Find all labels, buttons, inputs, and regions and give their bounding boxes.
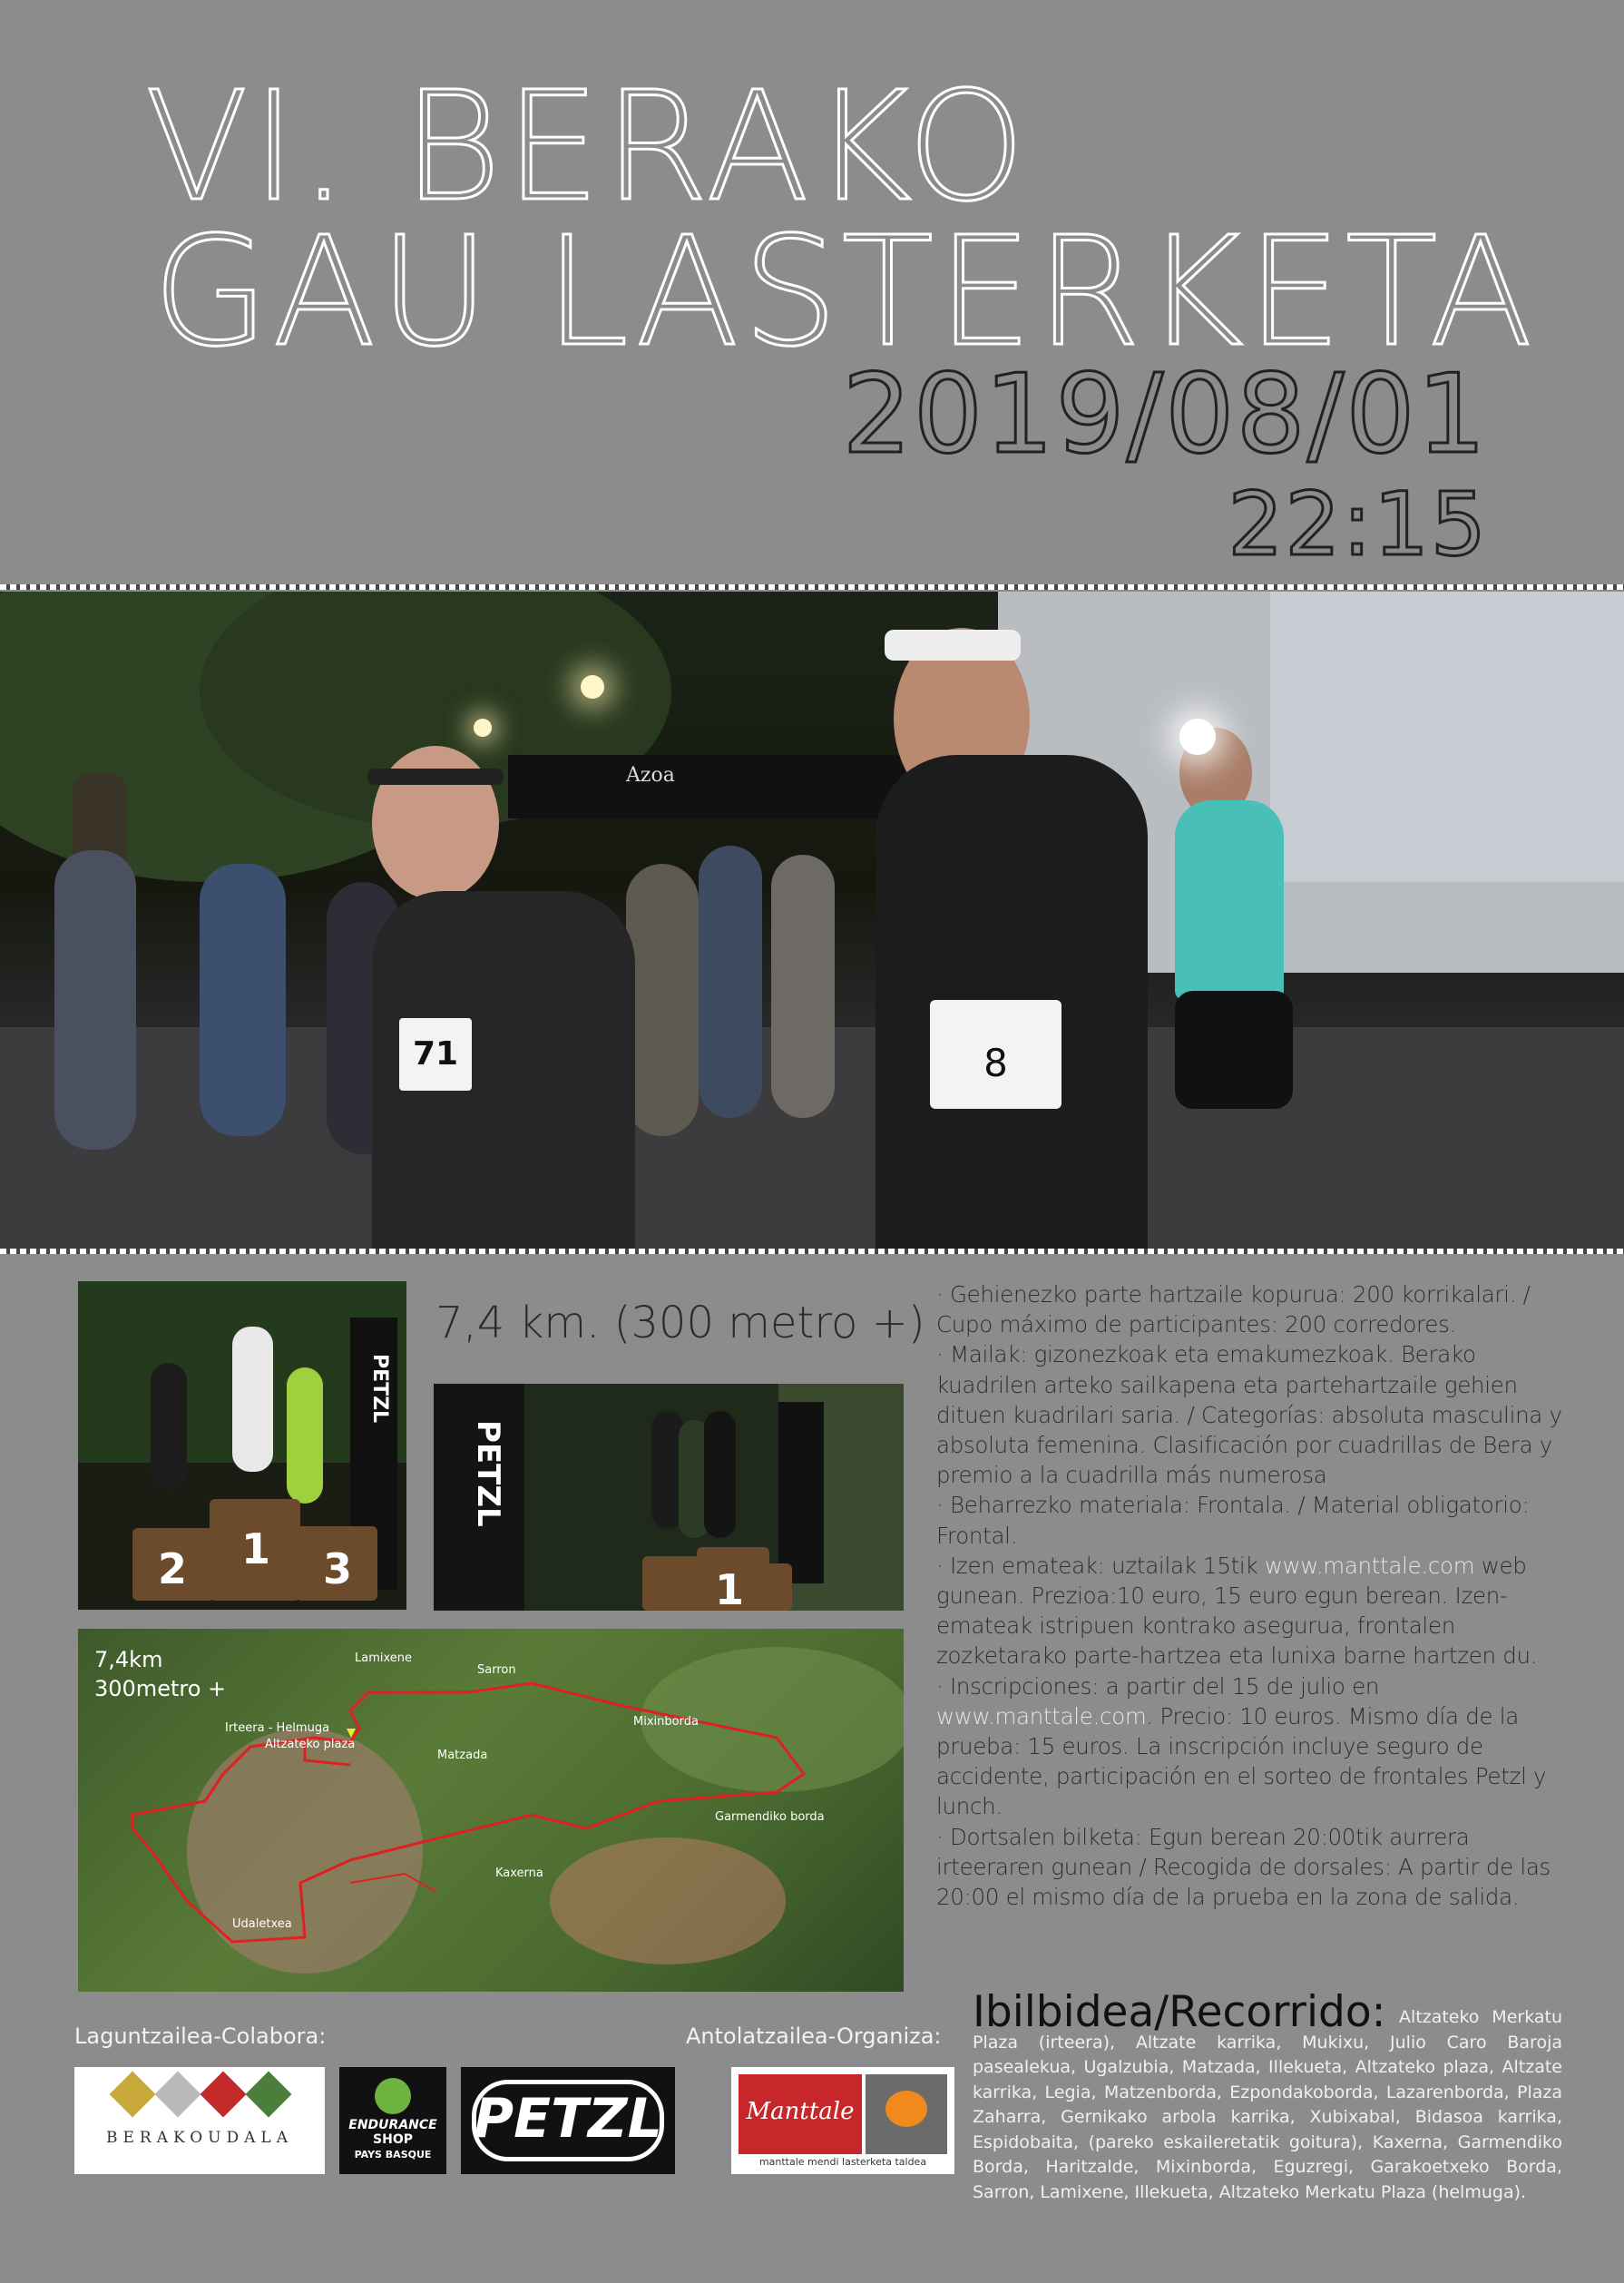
info-registration-eu: · Izen emateak: uztailak 15tik www.manttale.com web gunean. Prezioa:10 euro, 15 euro egun berean. Izen-emateak istripuen kontrako asegurua, frontalen zozketarako parte-hartzea eta lunixa barne hartzen du. — [936, 1552, 1538, 1670]
map-label: Garmendiko borda — [715, 1810, 825, 1824]
podium-number: 1 — [241, 1524, 271, 1573]
bib-number-left: 71 — [399, 1018, 472, 1091]
map-label: Mixinborda — [633, 1715, 699, 1729]
map-label: Altzateko plaza — [265, 1738, 356, 1751]
endurance-shop-logo: ENDURANCE SHOP PAYS BASQUE — [339, 2067, 446, 2174]
event-title-line2: GAU LASTERKETA — [152, 205, 1537, 380]
map-label: Udaletxea — [232, 1917, 292, 1931]
map-label: Lamixene — [355, 1651, 413, 1665]
berako-udala-text: BERAKOUDALA — [106, 2129, 293, 2147]
berako-udala-logo — [74, 2067, 325, 2174]
podium-banner-1: PETZL — [368, 1354, 391, 1424]
event-time: 22:15 — [1228, 474, 1488, 575]
info-categories: · Mailak: gizonezkoak eta emakumezkoak. Berako kuadrilen arteko sailkapena eta partehartzaile gehien dituen kuadrilari saria. / Categorías: absoluta masculina y absoluta femenina. Clasificación por cuadrillas de Bera y premio a la cuadrilla más numerosa — [936, 1341, 1562, 1489]
map-elevation: 300metro + — [94, 1676, 227, 1701]
website-link[interactable]: www.manttale.com — [1264, 1552, 1475, 1579]
event-info — [936, 1279, 1562, 1912]
route-map — [78, 1629, 904, 1992]
divider-bottom — [0, 1249, 1624, 1254]
event-date: 2019/08/01 — [842, 352, 1488, 478]
podium-number: 3 — [323, 1544, 353, 1593]
podium-photo-men — [78, 1281, 406, 1610]
info-bib-pickup: · Dortsalen bilketa: Egun berean 20:00tik aurrera irteeraren gunean / Recogida de dorsales: A partir de las 20:00 el mismo día de la prueba en la zona de salida. — [936, 1823, 1551, 1911]
podium-photo-women — [434, 1384, 904, 1611]
manttale-logo: Manttale manttale mendi lasterketa taldea — [731, 2067, 954, 2174]
collaborate-label: Laguntzailea-Colabora: — [74, 2023, 327, 2049]
info-registration-es: · Inscripciones: a partir del 15 de julio en www.manttale.com. Precio: 10 euros. Mismo día de la prueba: 15 euros. La inscripción incluye seguro de accidente, participación en el sorteo de frontales Petzl y lunch. — [936, 1672, 1547, 1820]
route-title: Ibilbidea/Recorrido: — [973, 1987, 1386, 2037]
map-label: Irteera - Helmuga — [225, 1721, 330, 1735]
shop-sign: Azoa — [626, 764, 675, 787]
podium-number: 2 — [158, 1544, 188, 1593]
map-label: Kaxerna — [495, 1867, 543, 1880]
map-label: Sarron — [477, 1663, 516, 1677]
bib-number-right: 8 — [930, 1000, 1061, 1109]
info-material: · Beharrezko materiala: Frontala. / Material obligatorio: Frontal. — [936, 1492, 1530, 1549]
route-description: Altzateko Merkatu Plaza (irteera), Altzate karrika, Mukixu, Julio Caro Baroja pasealekua, Ugalzubia, Matzada, Illekueta, Altzateko plaza, Altzate karrika, Legia, Matzenborda, Ezpondakoborda, Lazarenborda, Plaza Zaharra, Gernikako arbola karrika, Xubixabal, Bidasoa karrika, Espidobaita, (pareko eskaileretatik goitura), Kaxerna, Garmendiko Borda, Haritzalde, Mixinborda, Eguzregi, Garakoetxeko Borda, Sarron, Lamixene, Illekueta, Altzateko Merkatu Plaza (helmuga). — [973, 2007, 1562, 2202]
map-label: Matzada — [437, 1749, 488, 1762]
hero-photo-runners — [0, 592, 1624, 1249]
event-title-line1: VI. BERAKO — [145, 60, 1030, 235]
distance-heading: 7,4 km. (300 metro +) — [435, 1298, 925, 1348]
podium-banner-2: PETZL — [470, 1420, 506, 1527]
info-capacity: · Gehienezko parte hartzaile kopurua: 200 korrikalari. / Cupo máximo de participantes: 200 corredores. — [936, 1281, 1531, 1338]
map-distance: 7,4km — [94, 1647, 163, 1672]
petzl-logo: PETZL — [461, 2067, 675, 2174]
website-link[interactable]: www.manttale.com — [936, 1702, 1147, 1729]
divider-top — [0, 584, 1624, 590]
podium-number: 1 — [715, 1565, 745, 1611]
organize-label: Antolatzailea-Organiza: — [686, 2023, 942, 2049]
